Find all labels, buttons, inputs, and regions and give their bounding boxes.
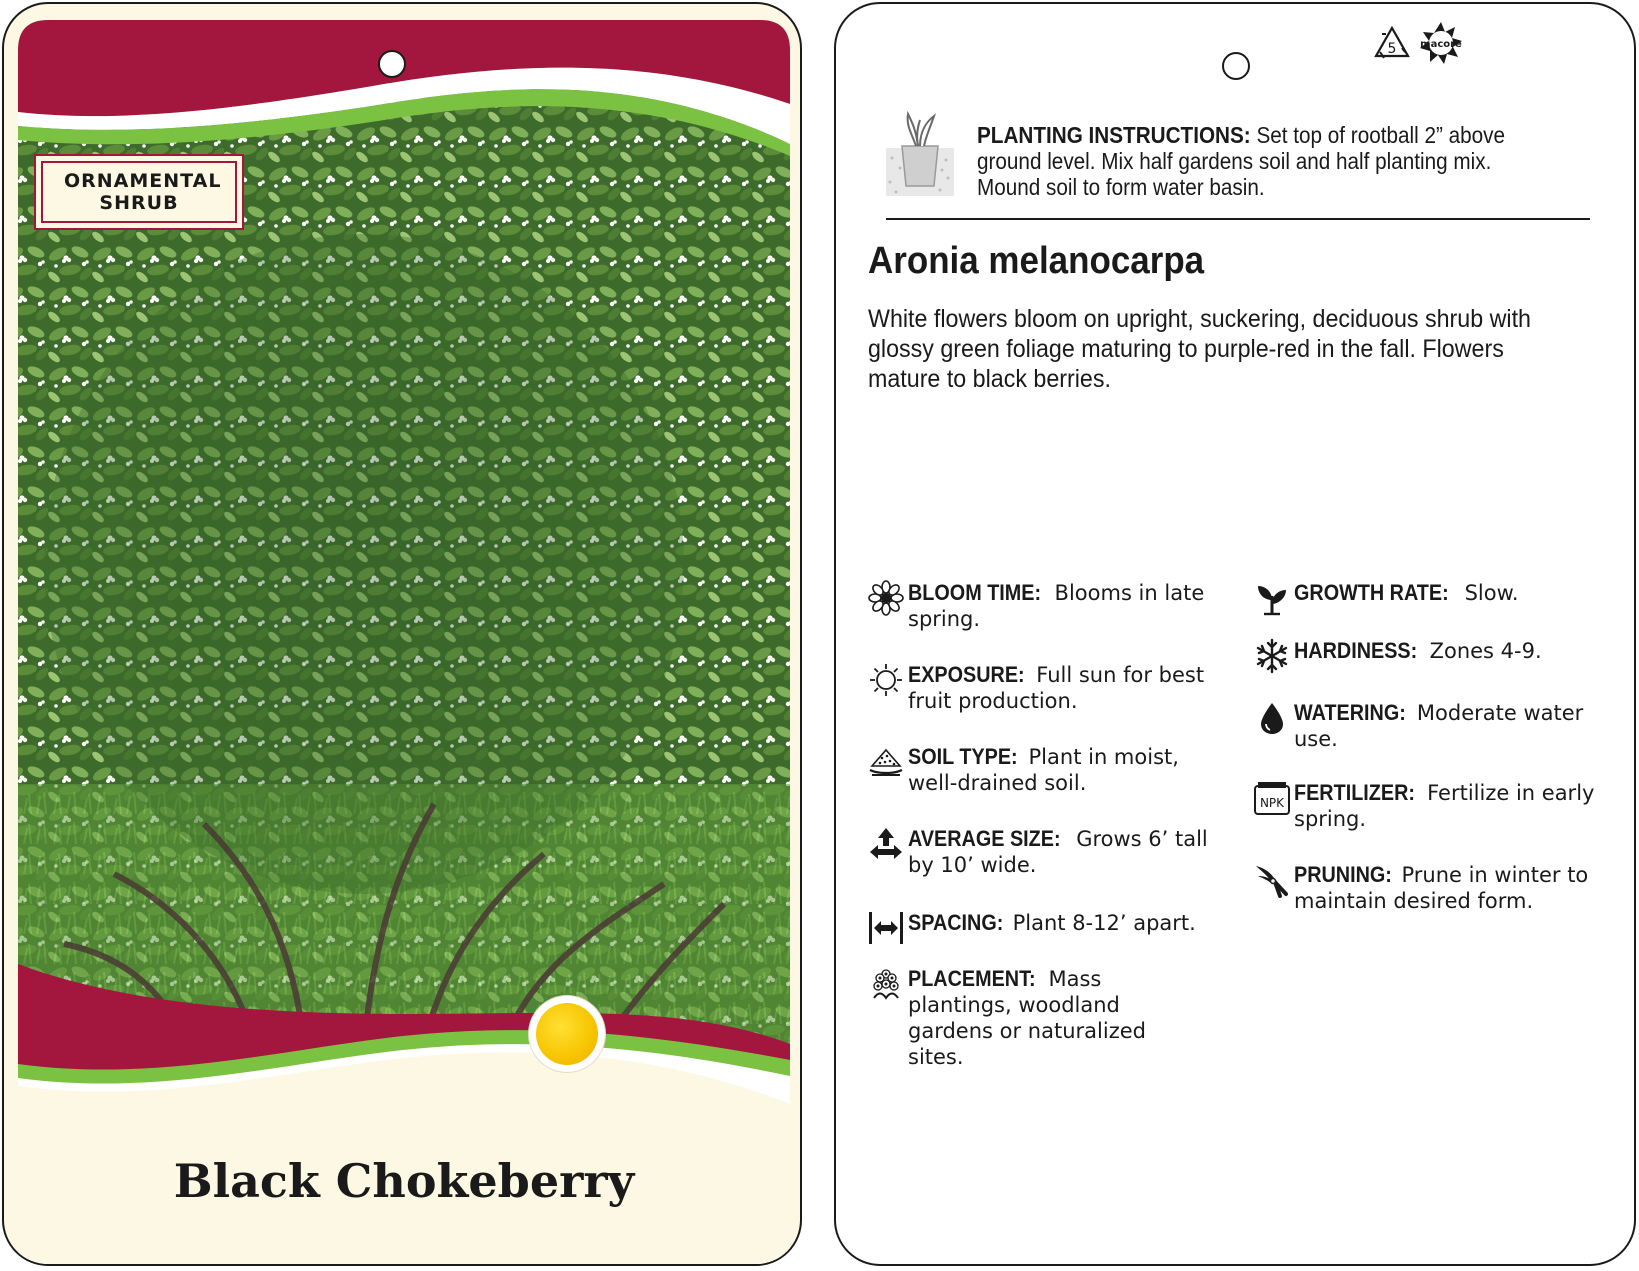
planting-line-3: Mound soil to form water basin. [977, 174, 1265, 200]
planting-line-1: PLANTING INSTRUCTIONS: Set top of rootball 2” above [977, 122, 1506, 148]
attribute-label: PLACEMENT: [908, 966, 1036, 991]
plant-description [868, 304, 1575, 394]
back-tag: 5 macore PLANTING INSTRUCTIONS: Set top of rootball 2” above ground level. Mix half gardens soil and half planting mix. Mound soil to form water basin. Aronia melanocarpa White flowers bloom on upright, suckering, deciduous shrub with glossy green foliage maturing to purple-red in the fall. Flowers mature to black berries. BLOOM TIME: Blooms in late spring. EXPOSURE: Full sun for best fruit production. SOIL TYPE: Plant in moist, well-drained soil. AVERAGE SIZE: Grows 6’ tall by 10’ wide. SPACING: Plant 8-12’ apart. PLACEMENT: Mass plantings, woodland gardens or naturalized sites. GROWTH RATE: Slow. HARDINESS: Zones 4-9. WATERING: Moderate water use. NPK FERTILIZER: Fertilize in early spring. PRUNING: Prune in winter to maintain desired form. [834, 2, 1636, 1266]
macore-text: macore [1420, 39, 1462, 50]
botanical-name: Aronia melanocarpa [868, 240, 1205, 282]
recycle-number: 5 [1387, 41, 1397, 57]
planting-icon [886, 108, 954, 196]
placement-flowers-icon [868, 966, 904, 1002]
hang-hole [378, 50, 406, 78]
npk-text: NPK [1259, 796, 1285, 810]
sun-icon [868, 662, 904, 698]
size-arrows-icon [868, 826, 904, 862]
attribute-label: AVERAGE SIZE: [908, 826, 1061, 851]
divider [886, 218, 1590, 220]
category-line-1: ORNAMENTAL [64, 170, 222, 192]
category-label [64, 170, 222, 214]
description-line: mature to black berries. [868, 365, 1111, 393]
npk-fertilizer-icon [1254, 780, 1290, 816]
attribute-label: FERTILIZER: [1294, 780, 1415, 805]
macore-logo [1418, 20, 1464, 66]
flower-icon [868, 580, 904, 616]
water-drop-icon [1254, 700, 1290, 736]
recycle-icon [1372, 24, 1412, 64]
spacing-arrows-icon [868, 910, 904, 946]
attribute-label: EXPOSURE: [908, 662, 1025, 687]
attribute-label: SPACING: [908, 910, 1004, 935]
front-tag [2, 2, 802, 1266]
full-sun-icon [529, 996, 605, 1072]
planting-label: PLANTING INSTRUCTIONS: [977, 122, 1251, 148]
hang-hole [1222, 52, 1250, 80]
snowflake-icon [1254, 638, 1290, 674]
attribute-label: PRUNING: [1294, 862, 1392, 887]
soil-icon [868, 744, 904, 780]
category-line-2: SHRUB [99, 192, 179, 214]
planting-line-2: ground level. Mix half gardens soil and half planting mix. [977, 148, 1492, 174]
attribute-label: GROWTH RATE: [1294, 580, 1449, 605]
attribute-label: BLOOM TIME: [908, 580, 1042, 605]
seedling-icon [1254, 580, 1290, 616]
attribute-label: SOIL TYPE: [908, 744, 1018, 769]
description-line: glossy green foliage maturing to purple-red in the fall. Flowers [868, 335, 1504, 363]
attribute-label: HARDINESS: [1294, 638, 1418, 663]
category-badge [34, 154, 244, 230]
attribute-label: WATERING: [1294, 700, 1406, 725]
description-line: White flowers bloom on upright, suckering, deciduous shrub with [868, 305, 1531, 333]
planting-instructions [977, 122, 1526, 200]
common-name: Black Chokeberry [173, 1154, 635, 1208]
pruning-shears-icon [1254, 862, 1290, 898]
